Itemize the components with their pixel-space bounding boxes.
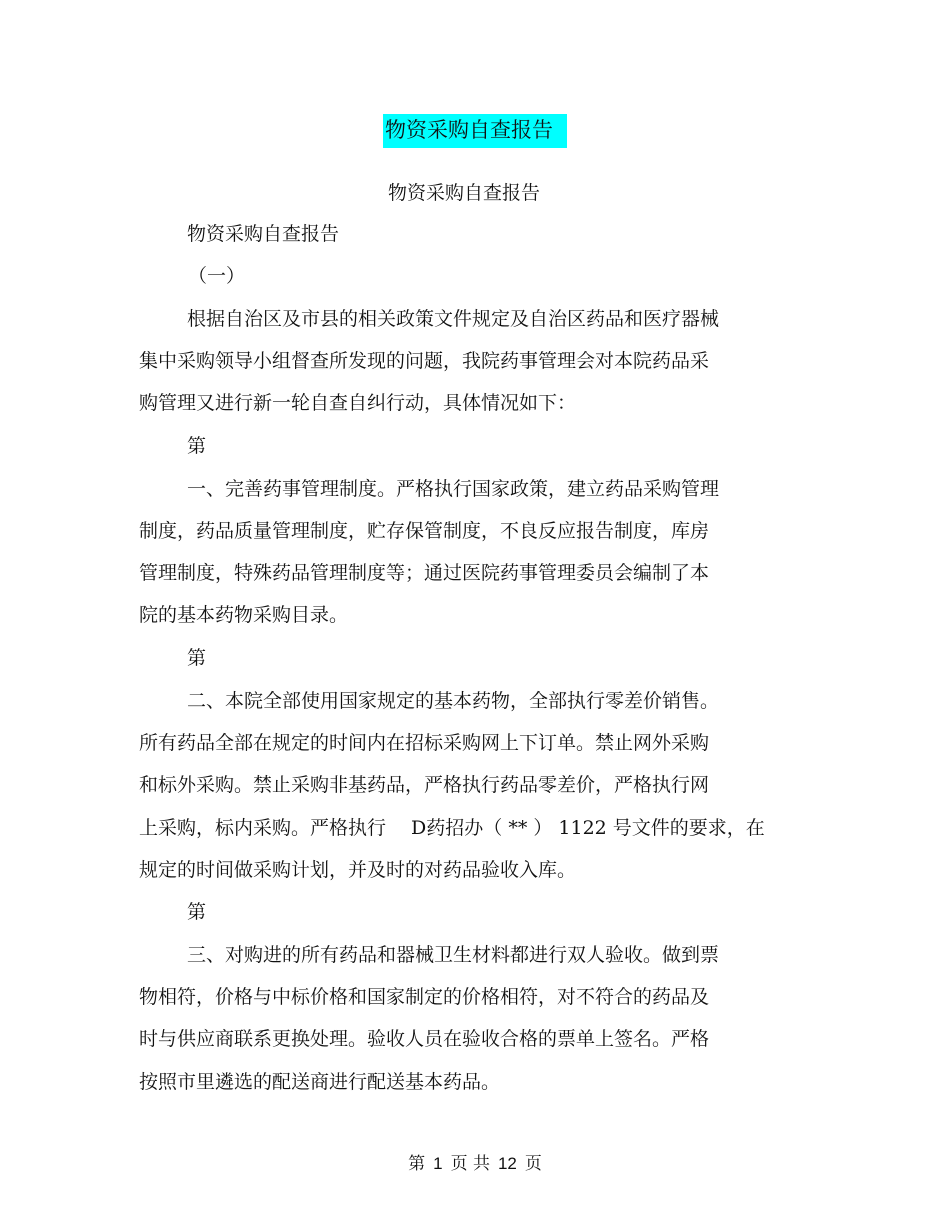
paragraph-line: 所有药品全部在规定的时间内在招标采购网上下订单。禁止网外采购 bbox=[139, 732, 710, 754]
paragraph-line: 院的基本药物采购目录。 bbox=[139, 604, 349, 626]
paragraph-line: 管理制度，特殊药品管理制度等；通过医院药事管理委员会编制了本 bbox=[139, 562, 710, 584]
paragraph-line: 二、本院全部使用国家规定的基本药物，全部执行零差价销售。 bbox=[187, 690, 720, 712]
paragraph-marker: 第 bbox=[187, 435, 207, 457]
footer-total-pages: 12 bbox=[497, 1154, 517, 1173]
footer-suffix: 页 bbox=[524, 1154, 542, 1174]
paragraph-line: 物相符，价格与中标价格和国家制定的价格相符，对不符合的药品及 bbox=[139, 986, 710, 1008]
paragraph-line: 三、对购进的所有药品和器械卫生材料都进行双人验收。做到票 bbox=[187, 944, 720, 966]
paragraph-line: 规定的时间做采购计划，并及时的对药品验收入库。 bbox=[139, 859, 577, 881]
paragraph-line: 根据自治区及市县的相关政策文件规定及自治区药品和医疗器械 bbox=[187, 308, 720, 330]
footer-middle: 页 共 bbox=[450, 1154, 490, 1174]
paragraph-line: 一、完善药事管理制度。严格执行国家政策，建立药品采购管理 bbox=[187, 478, 720, 500]
paragraph-line: 购管理又进行新一轮自查自纠行动，具体情况如下： bbox=[139, 392, 577, 414]
section-marker: （一） bbox=[188, 265, 246, 287]
title-row bbox=[0, 114, 950, 148]
paragraph-marker: 第 bbox=[187, 647, 207, 669]
footer-page-number: 1 bbox=[433, 1154, 443, 1173]
paragraph-marker: 第 bbox=[187, 901, 207, 923]
paragraph-line: 按照市里遴选的配送商进行配送基本药品。 bbox=[139, 1071, 501, 1093]
paragraph-line: 制度，药品质量管理制度，贮存保管制度，不良反应报告制度，库房 bbox=[139, 520, 710, 542]
page-footer bbox=[0, 1152, 950, 1176]
section-heading: 物资采购自查报告 bbox=[187, 223, 340, 245]
document-subtitle: 物资采购自查报告 bbox=[388, 182, 541, 204]
paragraph-line: 和标外采购。禁止采购非基药品，严格执行药品零差价，严格执行网 bbox=[139, 774, 710, 796]
footer-prefix: 第 bbox=[408, 1154, 426, 1174]
paragraph-line: 时与供应商联系更换处理。验收人员在验收合格的票单上签名。严格 bbox=[139, 1028, 710, 1050]
paragraph-line: 上采购，标内采购。严格执行 D药招办（ ** ） 1122 号文件的要求，在 bbox=[139, 817, 765, 839]
paragraph-line: 集中采购领导小组督查所发现的问题，我院药事管理会对本院药品采 bbox=[139, 350, 710, 372]
document-title: 物资采购自查报告 bbox=[383, 114, 567, 148]
